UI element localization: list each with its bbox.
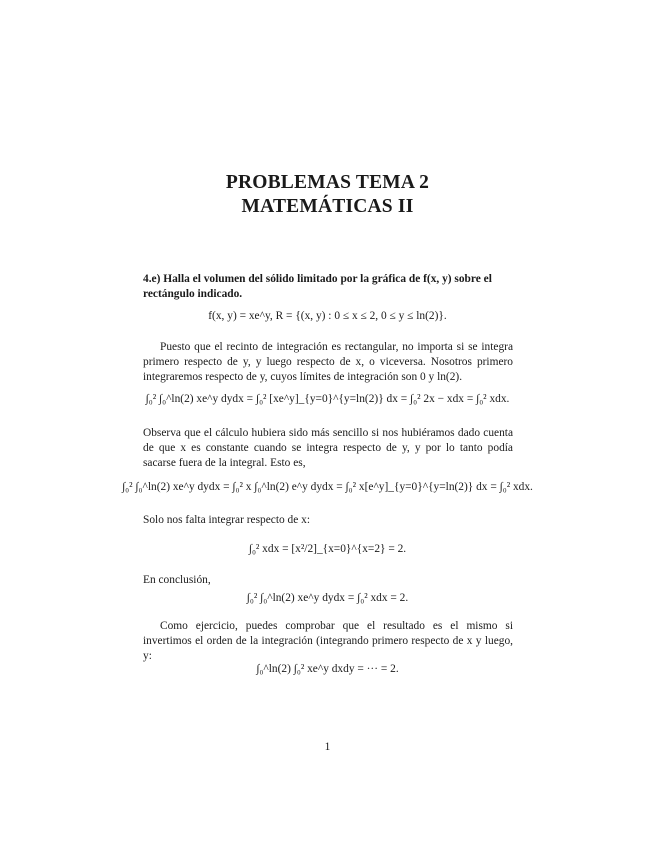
paragraph-2: Observa que el cálculo hubiera sido más sencillo si nos hubiéramos dado cuenta de que x es constante cuando se integra respecto de y, y por lo tanto podía sacarse fuera de la integral. Esto es,	[143, 427, 513, 470]
problem-statement: 4.e) Halla el volumen del sólido limitado por la gráfica de f(x, y) sobre el rectángulo indicado.	[143, 273, 492, 300]
paragraph-4: En conclusión,	[143, 574, 211, 586]
equation-1: ∫₀² ∫₀^ln(2) xe^y dydx = ∫₀² [xe^y]_{y=0}^{y=ln(2)} dx = ∫₀² 2x − xdx = ∫₀² xdx.	[145, 393, 510, 405]
paragraph-5: Como ejercicio, puedes comprobar que el resultado es el mismo si invertimos el orden de la integración (integrando primero respecto de x y luego, y:	[143, 620, 513, 663]
title-line-2: MATEMÁTICAS II	[241, 196, 414, 217]
equation-3: ∫₀² xdx = [x²/2]_{x=0}^{x=2} = 2.	[248, 543, 407, 555]
equation-2: ∫₀² ∫₀^ln(2) xe^y dydx = ∫₀² x ∫₀^ln(2) e^y dydx = ∫₀² x[e^y]_{y=0}^{y=ln(2)} dx = ∫₀² xdx.	[122, 481, 533, 493]
title-line-1: PROBLEMAS TEMA 2	[225, 172, 430, 193]
equation-4: ∫₀² ∫₀^ln(2) xe^y dydx = ∫₀² xdx = 2.	[246, 592, 409, 604]
paragraph-1: Puesto que el recinto de integración es rectangular, no importa si se integra primero respecto de y, y luego respecto de x, o viceversa. Nosotros primero integraremos respecto de y, cuyos límites de integración son 0 y ln(2).	[143, 341, 513, 384]
function-definition: f(x, y) = xe^y, R = {(x, y) : 0 ≤ x ≤ 2, 0 ≤ y ≤ ln(2)}.	[208, 310, 447, 322]
paragraph-3: Solo nos falta integrar respecto de x:	[143, 514, 311, 526]
page-number: 1	[324, 741, 331, 753]
equation-5: ∫₀^ln(2) ∫₀² xe^y dxdy = ··· = 2.	[256, 663, 399, 675]
